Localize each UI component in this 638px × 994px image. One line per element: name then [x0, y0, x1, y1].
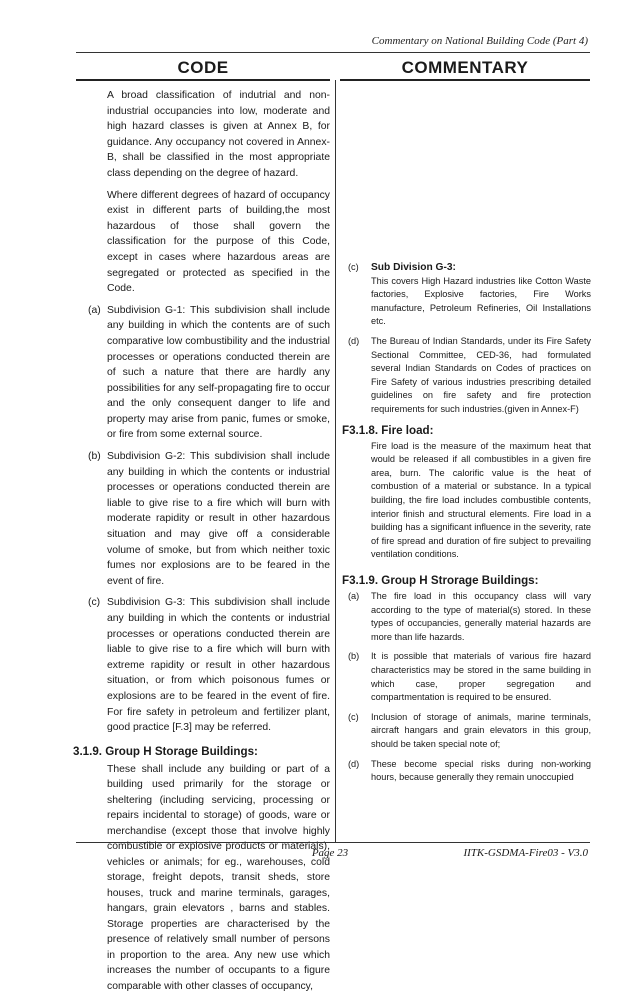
commentary-list-item: [343, 335, 591, 417]
commentary-list-item: [343, 590, 591, 644]
list-label: (b): [88, 451, 101, 463]
commentary-group-h-block: [343, 573, 591, 791]
section-body-group-h: These shall include any building or part of a building used primarily for the storage or sheltering (including servicing, processing or repairs incidental to storage) of goods, ware or merchandise (except those that involve highly combustible or explosive products or materials), vehicles or animals; for eg., warehouses, cold storage, freight depots, transit sheds, store houses, truck and marine terminals, garages, hangars, grain elevators , barns and stables. Storage properties are characterised by the presence of relatively small number of persons in proportion to the area. Any new use which increases the number of occupants to a figure comparable with other classes of occupancy,: [107, 763, 330, 992]
subdivision-title: Sub Division G-3:: [371, 262, 456, 273]
list-text: The Bureau of Indian Standards, under its Fire Safety Sectional Committee, CED-36, had formulated several Indian Standards on Codes of practices on Fire Safety of various industries prescribing detailed guidelines on fire safety and fire protection requirements for such industries.(given in Annex-F): [371, 335, 591, 414]
commentary-column-heading: COMMENTARY: [401, 58, 529, 77]
code-intro-paragraph: Where different degrees of hazard of occupancy exist in different parts of building,the most hazardous of those shall govern the classification for the purpose of this Code, except in cases where hazardous areas are segregated or protected as specified in the Code.: [107, 189, 330, 295]
commentary-list-item: [343, 711, 591, 752]
commentary-list-item: [343, 261, 591, 329]
commentary-heading-rule: [340, 79, 590, 81]
code-list-item: [76, 303, 330, 443]
document-id: IITK-GSDMA-Fire03 - V3.0: [463, 847, 588, 859]
footer-rule: [76, 842, 590, 843]
commentary-list-item: [343, 650, 591, 704]
list-text: Subdivision G-1: This subdivision shall include any building in which the contents are of such comparative low combustibility and the industrial processes or operations conducted therein are of such a nature that there are hardly any possibilities for any self-propagating fire to occur and the only consequent danger to life and property may arise from panic, fumes or smoke, or fire from some external source.: [107, 304, 330, 441]
list-label: (d): [348, 335, 360, 346]
running-header: Commentary on National Building Code (Part 4): [371, 35, 588, 47]
list-label: (c): [88, 597, 101, 609]
column-divider: [335, 80, 336, 842]
section-heading-fire-load: F3.1.8. Fire load:: [342, 423, 434, 437]
list-text: This covers High Hazard industries like Cotton Waste factories, Explosive factories, Fire Works manufacture, Petroleum Refineries, Oil Installations etc.: [371, 275, 591, 327]
header-rule: [76, 52, 590, 53]
list-text: Inclusion of storage of animals, marine terminals, aircraft hangars and grain elevators in this group, should be taken special note of;: [371, 711, 591, 749]
list-text: These become special risks during non-working hours, because generally they remain unoccupied: [371, 758, 591, 783]
commentary-list-item: [343, 758, 591, 785]
list-label: (c): [348, 711, 359, 722]
code-list-item: [76, 595, 330, 735]
commentary-items-block: [343, 261, 591, 562]
list-label: (a): [88, 304, 101, 316]
list-text: It is possible that materials of various fire hazard characteristics may be stored in the same building in which case, proper segregation and compartmentation is required to be ensured.: [371, 651, 591, 703]
code-list-item: [76, 449, 330, 589]
section-body-fire-load: Fire load is the measure of the maximum heat that would be released if all combustibles in a given fire area, burn. The calorific value is the heat of combustion of a material or substance. In a typical building, the fire load includes combustible contents, interior finish and structural elements. Fire load in a building has a significant influence in the severity, rate of fire spread and duration of fire subject to prevailing ventilation conditions.: [371, 440, 591, 560]
section-heading-group-h: 3.1.9. Group H Storage Buildings:: [73, 744, 258, 758]
code-intro-paragraph: A broad classification of indutrial and non-industrial occupancies into low, moderate and high hazard classes is given at Annex B, for guidance. Any occupancy not covered in Annex-B, shall be classified in the most appropriate class depending on the degree of hazard.: [107, 90, 330, 179]
list-label: (b): [348, 651, 360, 662]
list-text: Subdivision G-2: This subdivision shall include any building in which the contents or industrial processes or operations conducted therein are liable to give rise to a fire which will burn with moderate rapidity or result in other hazardous situation and may give off a considerable volume of smoke, but from which neither toxic fumes nor explosions are to be feared in the event of fire.: [107, 451, 330, 587]
list-text: Subdivision G-3: This subdivision shall include any building in which the contents or industrial processes or operations conducted therein are liable to give rise to a fire which will burn with extreme rapidity or result in other hazardous situation, or from which poisonous fumes or explosions are to be feared in the event of fire. For fire safety in petroleum and fertilizer plant, good practice [F.3] may be referred.: [107, 597, 330, 734]
code-heading-rule: [76, 79, 330, 81]
code-column-heading: CODE: [177, 58, 229, 77]
list-label: (d): [348, 758, 360, 769]
list-label: (a): [348, 591, 360, 601]
section-heading-group-h-commentary: F3.1.9. Group H Strorage Buildings:: [342, 574, 539, 587]
list-text: The fire load in this occupancy class will vary according to the type of material(s) stored. In these types of occupancies, generally material hazards are more than life hazards.: [371, 591, 591, 642]
page-number: Page 23: [311, 847, 349, 859]
list-label: (c): [348, 262, 359, 272]
